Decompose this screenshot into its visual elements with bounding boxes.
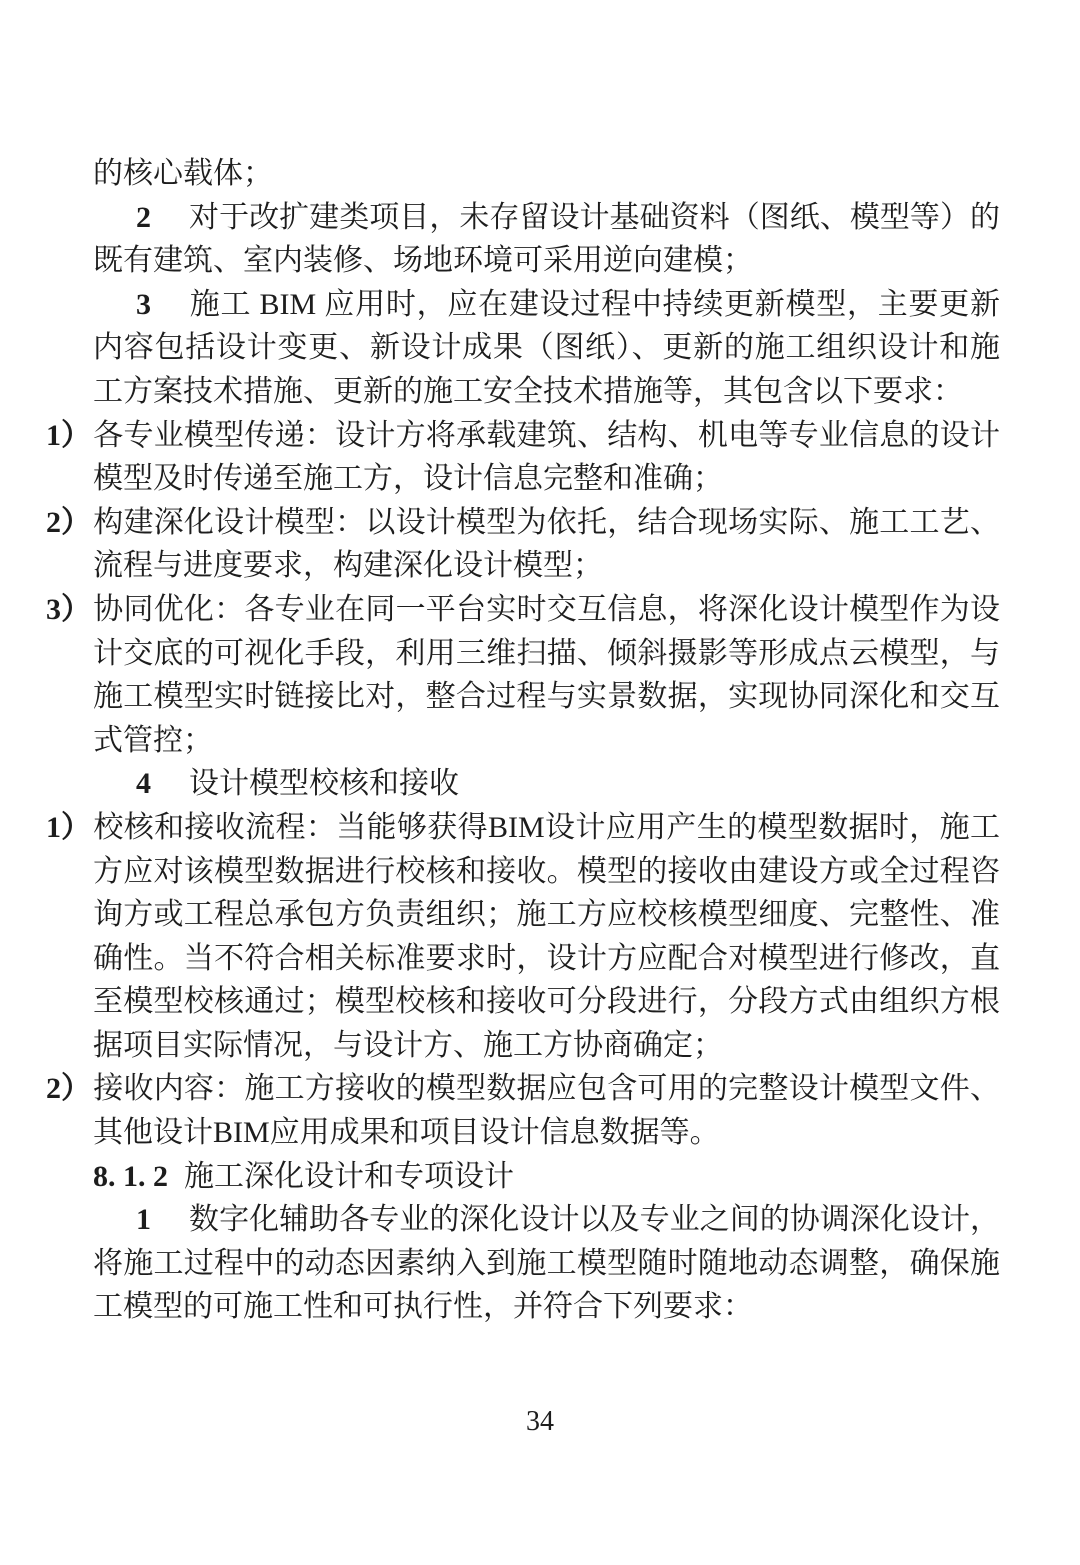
item-number: 1 bbox=[136, 1203, 151, 1237]
paragraph bbox=[46, 588, 1000, 762]
paragraph-text: 施工 BIM 应用时，应在建设过程中持续更新模型，主要更新内容包括设计变更、新设计成果（图纸）、更新的施工组织设计和施工方案技术措施、更新的施工安全技术措施等，其包含以下要求： bbox=[93, 287, 1000, 408]
paragraph-text: 各专业模型传递：设计方将承载建筑、结构、机电等专业信息的设计模型及时传递至施工方，设计信息完整和准确； bbox=[93, 418, 1000, 496]
paragraph-text: 协同优化：各专业在同一平台实时交互信息，将深化设计模型作为设计交底的可视化手段，利用三维扫描、倾斜摄影等形成点云模型，与施工模型实时链接比对，整合过程与实景数据，实现协同深化和交互式管控； bbox=[93, 592, 1000, 757]
paragraph-text: 的核心载体； bbox=[93, 157, 273, 190]
section-heading bbox=[93, 1155, 1000, 1199]
subitem-number: 1） bbox=[46, 810, 91, 844]
paragraph-text: 设计模型校核和接收 bbox=[189, 767, 459, 801]
paragraph bbox=[93, 196, 1000, 283]
paragraph-text: 构建深化设计模型：以设计模型为依托，结合现场实际、施工工艺、流程与进度要求，构建深化设计模型； bbox=[93, 505, 1000, 583]
paragraph-text: 校核和接收流程：当能够获得BIM设计应用产生的模型数据时，施工方应对该模型数据进行校核和接收。模型的接收由建设方或全过程咨询方或工程总承包方负责组织；施工方应校核模型细度、完整性、准确性。当不符合相关标准要求时，设计方应配合对模型进行修改，直至模型校核通过；模型校核和接收可分段进行，分段方式由组织方根据项目实际情况，与设计方、施工方协商确定； bbox=[93, 810, 1000, 1062]
paragraph-text: 对于改扩建类项目，未存留设计基础资料（图纸、模型等）的既有建筑、室内装修、场地环境可采用逆向建模； bbox=[93, 200, 1000, 278]
paragraph-text: 数字化辅助各专业的深化设计以及专业之间的协调深化设计，将施工过程中的动态因素纳入到施工模型随时随地动态调整，确保施工模型的可施工性和可执行性，并符合下列要求： bbox=[93, 1203, 1000, 1324]
item-number: 2 bbox=[136, 200, 151, 234]
paragraph bbox=[46, 1067, 1000, 1154]
subitem-number: 2） bbox=[46, 1072, 91, 1106]
section-title: 施工深化设计和专项设计 bbox=[184, 1159, 514, 1193]
subitem-number: 1） bbox=[46, 418, 91, 452]
paragraph bbox=[46, 501, 1000, 588]
paragraph bbox=[46, 414, 1000, 501]
paragraph bbox=[93, 283, 1000, 414]
page-number: 34 bbox=[526, 1406, 554, 1437]
paragraph bbox=[93, 152, 1000, 196]
paragraph bbox=[93, 1198, 1000, 1329]
subitem-number: 2） bbox=[46, 505, 91, 539]
item-number: 3 bbox=[136, 287, 151, 321]
paragraph bbox=[46, 806, 1000, 1068]
paragraph-text: 接收内容：施工方接收的模型数据应包含可用的完整设计模型文件、其他设计BIM应用成果和项目设计信息数据等。 bbox=[93, 1072, 1000, 1150]
subitem-number: 3） bbox=[46, 592, 91, 626]
paragraph bbox=[93, 762, 1000, 806]
item-number: 4 bbox=[136, 767, 151, 801]
document-body bbox=[46, 152, 1000, 1329]
section-number: 8. 1. 2 bbox=[93, 1159, 168, 1193]
